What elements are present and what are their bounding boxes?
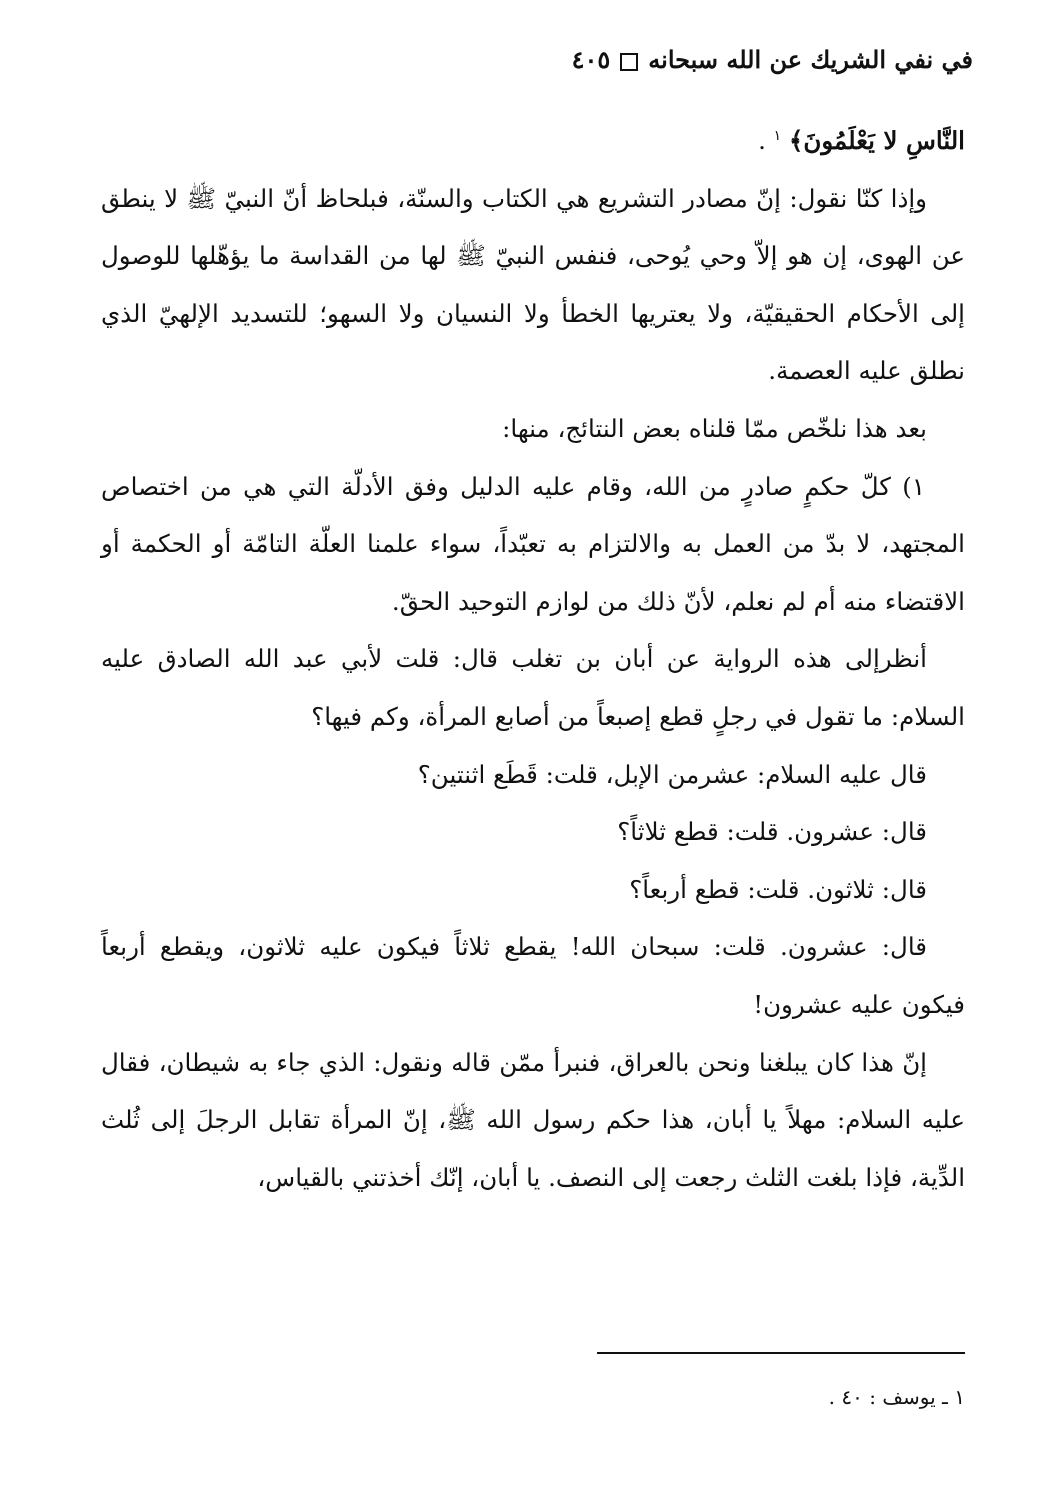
numbered-paragraph: ١) كلّ حكمٍ صادرٍ من الله، وقام عليه الدليل وفق الأدلّة التي هي من اختصاص المجتهد، لا بدّ من العمل به والالتزام به تعبّداً، سواء علمنا العلّة التامّة أو الحكمة أو الاقتضاء منه أم لم نعلم، لأنّ ذلك من لوازم التوحيد الحقّ.	[101, 471, 965, 616]
dialogue-line: قال عليه السلام: عشرمن الإبل، قلت: قَطَع اثنتين؟	[417, 759, 927, 789]
paragraph: أنظرإلى هذه الرواية عن أبان بن تغلب قال: قلت لأبي عبد الله الصادق عليه السلام: ما تقول في رجلٍ قطع إصبعاً من أصابع المرأة، وكم فيها؟	[101, 644, 965, 731]
footnote-ref: ١	[773, 127, 782, 144]
dialogue-line: قال: عشرون. قلت: قطع ثلاثاً؟	[617, 817, 927, 847]
page-number: ٤٠٥	[571, 45, 611, 74]
paragraph: إنّ هذا كان يبلغنا ونحن بالعراق، فنبرأ ممّن قاله ونقول: الذي جاء به شيطان، فقال عليه السلام: مهلاً يا أبان، هذا حكم رسول الله ﷺ، إنّ المرأة تقابل الرجلَ إلى ثُلث الدِّية، فإذا بلغت الثلث رجعت إلى النصف. يا أبان، إنّك أخذتني بالقياس،	[101, 1047, 965, 1192]
quran-verse-end: النَّاسِ لا يَعْلَمُونَ﴾	[789, 126, 965, 155]
main-text	[101, 112, 965, 1206]
dialogue-line: قال: عشرون. قلت: سبحان الله! يقطع ثلاثاً فيكون عليه ثلاثون، ويقطع أربعاً فيكون عليه عشرون!	[101, 932, 965, 1019]
paragraph: بعد هذا نلخّص ممّا قلناه بعض النتائج، منها:	[502, 413, 927, 443]
header-title: في نفي الشريك عن الله سبحانه	[648, 45, 973, 74]
dialogue-line: قال: ثلاثون. قلت: قطع أربعاً؟	[629, 874, 927, 904]
paragraph: وإذا كنّا نقول: إنّ مصادر التشريع هي الكتاب والسنّة، فبلحاظ أنّ النبيّ ﷺ لا ينطق عن الهوى، إن هو إلاّ وحي يُوحى، فنفس النبيّ ﷺ لها من القداسة ما يؤهّلها للوصول إلى الأحكام الحقيقيّة، ولا يعتريها الخطأ ولا النسيان ولا السهو؛ للتسديد الإلهيّ الذي نطلق عليه العصمة.	[101, 183, 965, 386]
paragraph	[101, 112, 965, 170]
sentence-end: .	[758, 126, 766, 155]
running-header	[93, 40, 973, 80]
footnote: ١ ـ يوسف : ٤٠ .	[828, 1385, 965, 1409]
footnote-divider	[597, 1352, 965, 1354]
square-ornament-icon	[620, 53, 638, 71]
